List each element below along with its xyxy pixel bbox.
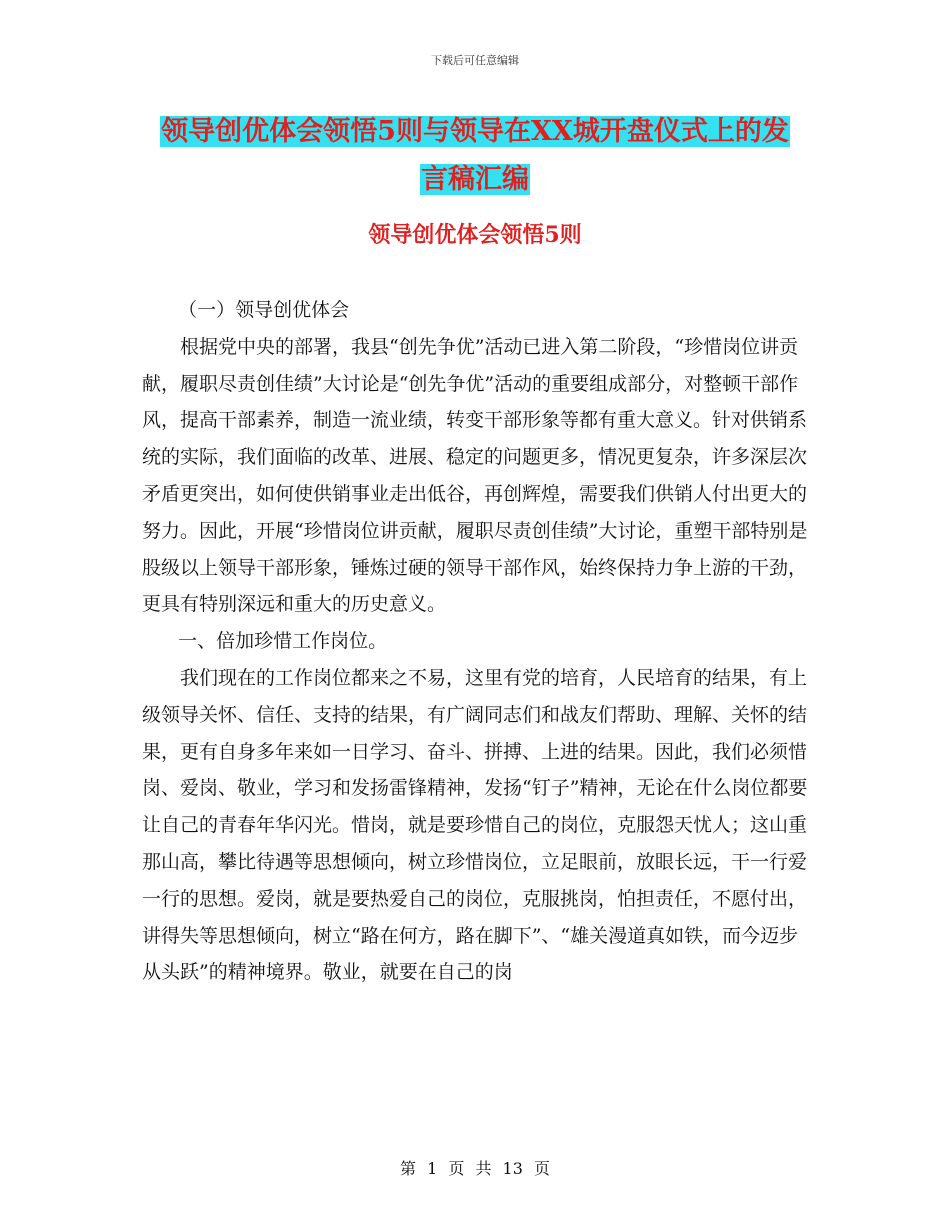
title-line-2: 言稿汇编 <box>421 164 529 195</box>
document-body <box>142 292 810 991</box>
header-note: 下载后可任意编辑 <box>431 54 519 67</box>
paragraph: 我们现在的工作岗位都来之不易，这里有党的培育，人民培育的结果，有上级领导关怀、信任、支持的结果，有广阔同志们和战友们帮助、理解、关怀的结果，更有自身多年来如一日学习、奋斗、拼搏、上进的结果。因此，我们必须惜岗、爱岗、敬业，学习和发扬雷锋精神，发扬“钉子”精神，无论在什么岗位都要让自己的青春年华闪光。惜岗，就是要珍惜自己的岗位，克服怨天忧人；这山重那山高，攀比待遇等思想倾向，树立珍惜岗位，立足眼前，放眼长远，干一行爱一行的思想。爱岗，就是要热爱自己的岗位，克服挑岗，怕担责任，不愿付出，讲得失等思想倾向，树立“路在何方，路在脚下”、“雄关漫道真如铁，而今迈步从头跃”的精神境界。敬业，就要在自己的岗 <box>142 666 808 984</box>
point-heading: 一、倍加珍惜工作岗位。 <box>178 630 388 653</box>
page-number-footer: 第 1 页 共 13 页 <box>400 1159 550 1178</box>
title-line-1: 领导创优体会领悟5则与领导在XX城开盘仪式上的发 <box>161 116 789 147</box>
document-title <box>0 108 950 204</box>
paragraph: 根据党中央的部署，我县“创先争优”活动已进入第二阶段，“珍惜岗位讲贡献，履职尽责创佳绩”大讨论是“创先争优”活动的重要组成部分，对整顿干部作风，提高干部素养，制造一流业绩，转变干部形象等都有重大意义。针对供销系统的实际，我们面临的改革、进展、稳定的问题更多，情况更复杂，许多深层次矛盾更突出，如何使供销事业走出低谷，再创辉煌，需要我们供销人付出更大的努力。因此，开展“珍惜岗位讲贡献，履职尽责创佳绩”大讨论，重塑干部特别是股级以上领导干部形象，锤炼过硬的领导干部作风，始终保持力争上游的干劲，更具有特别深远和重大的历史意义。 <box>142 335 808 616</box>
section-heading: （一）领导创优体会 <box>178 299 350 321</box>
section-title: 领导创优体会领悟5则 <box>368 222 582 248</box>
